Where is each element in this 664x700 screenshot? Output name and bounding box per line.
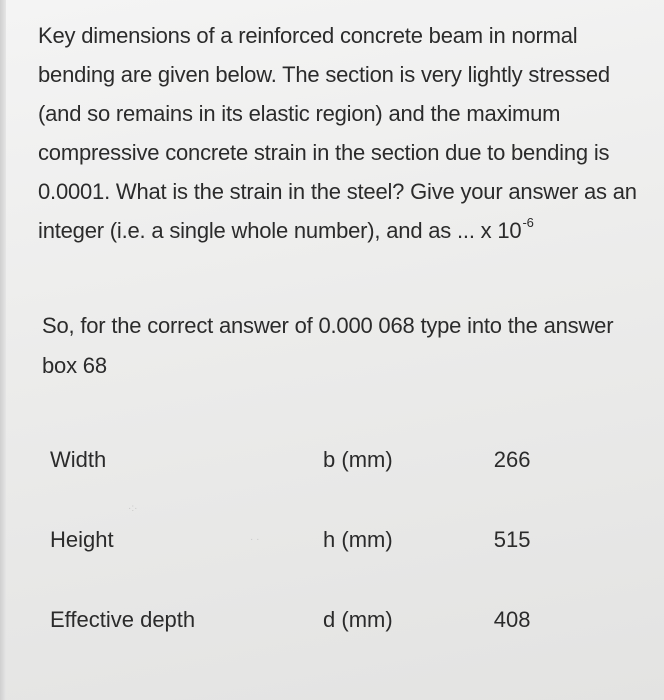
dimension-value: 515 [493, 527, 531, 552]
exponent: -6 [522, 214, 534, 230]
dimension-value: 408 [493, 607, 531, 632]
dimension-label: Effective depth [50, 607, 196, 632]
answer-instruction: So, for the correct answer of 0.000 068 type into the answer box 68 [42, 313, 614, 378]
dimension-symbol: h (mm) [323, 527, 393, 552]
table-row-effective-depth [46, 580, 606, 660]
dimension-label: Width [50, 447, 107, 472]
dimension-symbol: b (mm) [323, 447, 393, 472]
dimension-value: 266 [493, 447, 531, 472]
dimensions-table [46, 420, 606, 660]
screen-smudge: ·:· [128, 503, 138, 514]
page-edge [0, 0, 6, 700]
question-text [38, 16, 653, 250]
question-body: Key dimensions of a reinforced concrete beam in normal bending are given below. The section is very lightly stressed (and so remains in its elastic region) and the maximum compressive concrete strain in the section due to bending is 0.0001. What is the strain in the steel? Give your answer as an integer (i.e. a single whole number), and as ... x 10 [38, 23, 637, 243]
table-row-width [46, 420, 606, 500]
dimension-symbol: d (mm) [323, 607, 393, 632]
screen-smudge: · · [250, 534, 260, 545]
dimension-label: Height [50, 527, 114, 552]
table-row-height [46, 500, 606, 580]
